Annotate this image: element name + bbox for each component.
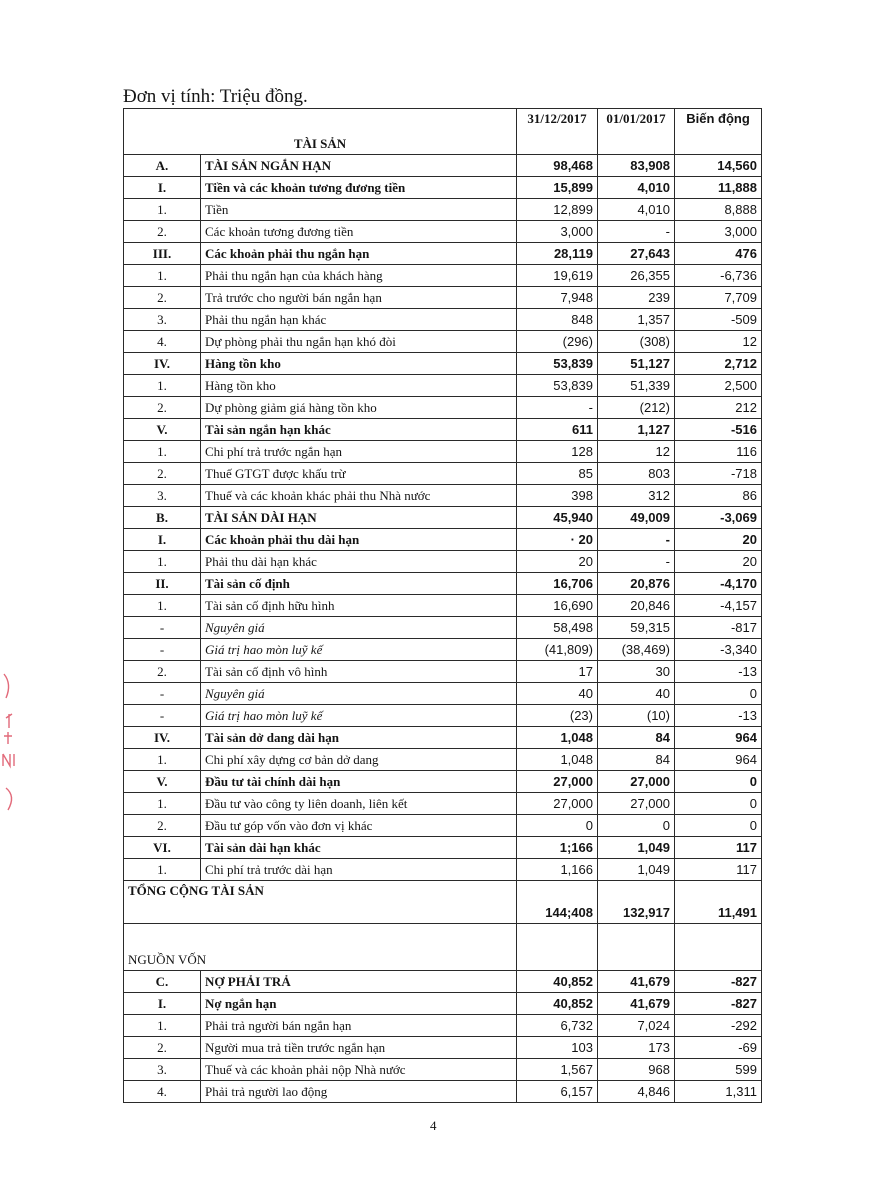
value-change: -817 <box>675 617 762 639</box>
table-row <box>124 595 762 617</box>
row-name: Thuế GTGT được khấu trừ <box>201 463 517 485</box>
row-code: I. <box>124 529 201 551</box>
row-name: Tiền <box>201 199 517 221</box>
table-row <box>124 397 762 419</box>
value-2017-12-31: 27,000 <box>517 793 598 815</box>
value-2017-01-01: 49,009 <box>598 507 675 529</box>
row-name: Phải thu dài hạn khác <box>201 551 517 573</box>
value-change: 0 <box>675 793 762 815</box>
value-2017-01-01: 20,876 <box>598 573 675 595</box>
table-header-row <box>124 109 762 155</box>
value-change: -69 <box>675 1037 762 1059</box>
value-change: -4,157 <box>675 595 762 617</box>
value-2017-01-01: 12 <box>598 441 675 463</box>
row-name: Giá trị hao mòn luỹ kế <box>201 705 517 727</box>
value-2017-01-01: 84 <box>598 727 675 749</box>
row-code: - <box>124 683 201 705</box>
row-code: 1. <box>124 749 201 771</box>
sources-section-row <box>124 924 762 971</box>
value-2017-12-31: 40,852 <box>517 993 598 1015</box>
value-change: 2,712 <box>675 353 762 375</box>
value-change: -13 <box>675 661 762 683</box>
value-2017-12-31: - <box>517 397 598 419</box>
value-2017-12-31: 20 <box>517 551 598 573</box>
row-code: B. <box>124 507 201 529</box>
value-2017-01-01: 59,315 <box>598 617 675 639</box>
value-2017-12-31: 53,839 <box>517 375 598 397</box>
row-code: III. <box>124 243 201 265</box>
row-code: 1. <box>124 551 201 573</box>
row-name: Chi phí trả trước ngắn hạn <box>201 441 517 463</box>
table-row <box>124 971 762 993</box>
row-name: Người mua trả tiền trước ngắn hạn <box>201 1037 517 1059</box>
value-2017-01-01: 27,000 <box>598 793 675 815</box>
row-code: 1. <box>124 595 201 617</box>
value-2017-01-01: 83,908 <box>598 155 675 177</box>
row-code: 1. <box>124 441 201 463</box>
value-change: -292 <box>675 1015 762 1037</box>
row-code: I. <box>124 993 201 1015</box>
row-name: TÀI SẢN DÀI HẠN <box>201 507 517 529</box>
header-col-2017-12-31: 31/12/2017 <box>517 109 598 155</box>
row-code: 4. <box>124 1081 201 1103</box>
value-2017-01-01: 1,127 <box>598 419 675 441</box>
row-code: 1. <box>124 1015 201 1037</box>
total-assets-label: TỔNG CỘNG TÀI SẢN <box>124 881 517 924</box>
table-row <box>124 661 762 683</box>
row-name: TÀI SẢN NGẮN HẠN <box>201 155 517 177</box>
value-change: 117 <box>675 837 762 859</box>
row-name: Tài sản dở dang dài hạn <box>201 727 517 749</box>
value-2017-12-31: (296) <box>517 331 598 353</box>
total-change: 11,491 <box>675 881 762 924</box>
value-2017-12-31: 611 <box>517 419 598 441</box>
row-name: Thuế và các khoản khác phải thu Nhà nước <box>201 485 517 507</box>
value-2017-01-01: 20,846 <box>598 595 675 617</box>
value-2017-12-31: 1,166 <box>517 859 598 881</box>
value-2017-01-01: 41,679 <box>598 993 675 1015</box>
value-change: -3,069 <box>675 507 762 529</box>
value-2017-01-01: 1,357 <box>598 309 675 331</box>
row-name: NỢ PHẢI TRẢ <box>201 971 517 993</box>
row-name: Nguyên giá <box>201 683 517 705</box>
value-2017-01-01: 27,643 <box>598 243 675 265</box>
row-code: C. <box>124 971 201 993</box>
table-row <box>124 441 762 463</box>
stamp-fragment <box>0 670 30 820</box>
value-2017-12-31: 848 <box>517 309 598 331</box>
value-change: -6,736 <box>675 265 762 287</box>
row-name: Đầu tư tài chính dài hạn <box>201 771 517 793</box>
value-2017-01-01: (10) <box>598 705 675 727</box>
value-2017-01-01: 312 <box>598 485 675 507</box>
row-code: 3. <box>124 309 201 331</box>
value-2017-01-01: 51,127 <box>598 353 675 375</box>
value-2017-12-31: 85 <box>517 463 598 485</box>
row-name: Phải thu ngắn hạn của khách hàng <box>201 265 517 287</box>
value-2017-12-31: 128 <box>517 441 598 463</box>
value-2017-12-31: 40 <box>517 683 598 705</box>
row-code: II. <box>124 573 201 595</box>
table-row <box>124 199 762 221</box>
row-name: Chi phí trả trước dài hạn <box>201 859 517 881</box>
value-2017-12-31: 1;166 <box>517 837 598 859</box>
value-2017-01-01: 239 <box>598 287 675 309</box>
value-change: 117 <box>675 859 762 881</box>
value-2017-01-01: 4,010 <box>598 177 675 199</box>
row-code: V. <box>124 419 201 441</box>
value-change: -3,340 <box>675 639 762 661</box>
row-name: Hàng tồn kho <box>201 353 517 375</box>
value-2017-01-01: 173 <box>598 1037 675 1059</box>
value-change: 1,311 <box>675 1081 762 1103</box>
value-2017-12-31: 27,000 <box>517 771 598 793</box>
row-code: IV. <box>124 727 201 749</box>
row-code: VI. <box>124 837 201 859</box>
value-2017-01-01: (212) <box>598 397 675 419</box>
table-row <box>124 1081 762 1103</box>
row-name: Phải thu ngắn hạn khác <box>201 309 517 331</box>
value-2017-12-31: 98,468 <box>517 155 598 177</box>
value-2017-01-01: 1,049 <box>598 837 675 859</box>
table-row <box>124 639 762 661</box>
value-change: 2,500 <box>675 375 762 397</box>
row-code: 4. <box>124 331 201 353</box>
value-change: 11,888 <box>675 177 762 199</box>
value-change: 20 <box>675 551 762 573</box>
table-row <box>124 155 762 177</box>
row-code: 3. <box>124 485 201 507</box>
value-change: -827 <box>675 993 762 1015</box>
row-code: V. <box>124 771 201 793</box>
table-row <box>124 265 762 287</box>
table-row <box>124 331 762 353</box>
value-change: 3,000 <box>675 221 762 243</box>
row-name: Nợ ngắn hạn <box>201 993 517 1015</box>
value-2017-12-31: 103 <box>517 1037 598 1059</box>
value-2017-12-31: 1,048 <box>517 749 598 771</box>
value-2017-12-31: (41,809) <box>517 639 598 661</box>
value-2017-12-31: 17 <box>517 661 598 683</box>
sources-title: NGUỒN VỐN <box>124 924 517 971</box>
table-row <box>124 507 762 529</box>
row-name: Trả trước cho người bán ngắn hạn <box>201 287 517 309</box>
value-2017-01-01: 41,679 <box>598 971 675 993</box>
table-row <box>124 177 762 199</box>
value-change: 12 <box>675 331 762 353</box>
row-code: A. <box>124 155 201 177</box>
value-change: -13 <box>675 705 762 727</box>
row-code: 1. <box>124 375 201 397</box>
value-2017-01-01: 0 <box>598 815 675 837</box>
value-change: 20 <box>675 529 762 551</box>
table-row <box>124 705 762 727</box>
header-col-change: Biến động <box>675 109 762 155</box>
value-2017-12-31: 398 <box>517 485 598 507</box>
balance-sheet-table <box>123 108 762 1103</box>
value-2017-01-01: 51,339 <box>598 375 675 397</box>
value-change: -509 <box>675 309 762 331</box>
value-2017-01-01: - <box>598 529 675 551</box>
value-2017-12-31: 45,940 <box>517 507 598 529</box>
value-2017-01-01: (38,469) <box>598 639 675 661</box>
value-2017-01-01: 26,355 <box>598 265 675 287</box>
row-name: Tài sản cố định <box>201 573 517 595</box>
row-code: - <box>124 705 201 727</box>
header-col-2017-01-01: 01/01/2017 <box>598 109 675 155</box>
value-2017-12-31: (23) <box>517 705 598 727</box>
row-code: 1. <box>124 859 201 881</box>
value-2017-01-01: 40 <box>598 683 675 705</box>
row-name: Nguyên giá <box>201 617 517 639</box>
row-name: Tài sản ngắn hạn khác <box>201 419 517 441</box>
table-row <box>124 243 762 265</box>
value-change: 212 <box>675 397 762 419</box>
value-change: 7,709 <box>675 287 762 309</box>
row-name: Thuế và các khoản phải nộp Nhà nước <box>201 1059 517 1081</box>
row-name: Chi phí xây dựng cơ bản dở dang <box>201 749 517 771</box>
value-2017-12-31: 1,567 <box>517 1059 598 1081</box>
value-2017-12-31: 3,000 <box>517 221 598 243</box>
value-2017-12-31: 16,706 <box>517 573 598 595</box>
table-row <box>124 859 762 881</box>
value-2017-01-01: 7,024 <box>598 1015 675 1037</box>
row-code: 1. <box>124 793 201 815</box>
value-2017-01-01: 30 <box>598 661 675 683</box>
value-2017-12-31: 6,157 <box>517 1081 598 1103</box>
total-2017-12-31: 144;408 <box>517 881 598 924</box>
value-2017-01-01: - <box>598 551 675 573</box>
row-name: Đầu tư vào công ty liên doanh, liên kết <box>201 793 517 815</box>
value-2017-12-31: · 20 <box>517 529 598 551</box>
table-row <box>124 683 762 705</box>
value-2017-01-01: 4,010 <box>598 199 675 221</box>
row-code: 2. <box>124 397 201 419</box>
value-change: 599 <box>675 1059 762 1081</box>
table-row <box>124 375 762 397</box>
row-code: I. <box>124 177 201 199</box>
value-change: -827 <box>675 971 762 993</box>
value-2017-12-31: 12,899 <box>517 199 598 221</box>
table-row <box>124 529 762 551</box>
header-title: TÀI SẢN <box>124 109 517 155</box>
table-row <box>124 419 762 441</box>
row-name: Các khoản tương đương tiền <box>201 221 517 243</box>
value-2017-12-31: 15,899 <box>517 177 598 199</box>
table-row <box>124 815 762 837</box>
row-name: Tài sản cố định hữu hình <box>201 595 517 617</box>
empty-cell <box>675 924 762 971</box>
value-change: 0 <box>675 815 762 837</box>
value-change: 476 <box>675 243 762 265</box>
table-row <box>124 309 762 331</box>
table-row <box>124 287 762 309</box>
value-change: 0 <box>675 683 762 705</box>
table-row <box>124 727 762 749</box>
row-name: Dự phòng giảm giá hàng tồn kho <box>201 397 517 419</box>
value-2017-01-01: - <box>598 221 675 243</box>
row-name: Tiền và các khoản tương đương tiền <box>201 177 517 199</box>
value-2017-12-31: 6,732 <box>517 1015 598 1037</box>
value-2017-12-31: 40,852 <box>517 971 598 993</box>
table-row <box>124 837 762 859</box>
table-row <box>124 485 762 507</box>
table-row <box>124 573 762 595</box>
value-2017-12-31: 0 <box>517 815 598 837</box>
value-2017-01-01: 803 <box>598 463 675 485</box>
table-row <box>124 993 762 1015</box>
row-code: 2. <box>124 1037 201 1059</box>
row-name: Phải trả người bán ngắn hạn <box>201 1015 517 1037</box>
value-change: 8,888 <box>675 199 762 221</box>
value-2017-01-01: 27,000 <box>598 771 675 793</box>
value-2017-12-31: 58,498 <box>517 617 598 639</box>
table-row <box>124 221 762 243</box>
row-name: Tài sản cố định vô hình <box>201 661 517 683</box>
row-code: 2. <box>124 221 201 243</box>
row-name: Dự phòng phải thu ngắn hạn khó đòi <box>201 331 517 353</box>
row-code: 2. <box>124 463 201 485</box>
row-name: Đầu tư góp vốn vào đơn vị khác <box>201 815 517 837</box>
table-row <box>124 1059 762 1081</box>
value-2017-12-31: 16,690 <box>517 595 598 617</box>
row-code: 1. <box>124 265 201 287</box>
table-row <box>124 793 762 815</box>
row-name: Giá trị hao mòn luỹ kế <box>201 639 517 661</box>
value-2017-12-31: 28,119 <box>517 243 598 265</box>
table-row <box>124 463 762 485</box>
row-code: 2. <box>124 815 201 837</box>
empty-cell <box>598 924 675 971</box>
row-code: - <box>124 639 201 661</box>
value-change: 0 <box>675 771 762 793</box>
row-code: - <box>124 617 201 639</box>
row-name: Hàng tồn kho <box>201 375 517 397</box>
value-2017-01-01: 1,049 <box>598 859 675 881</box>
table-row <box>124 1015 762 1037</box>
value-change: -4,170 <box>675 573 762 595</box>
value-2017-12-31: 53,839 <box>517 353 598 375</box>
value-2017-01-01: 968 <box>598 1059 675 1081</box>
table-row <box>124 353 762 375</box>
value-change: 86 <box>675 485 762 507</box>
value-2017-12-31: 7,948 <box>517 287 598 309</box>
table-row <box>124 617 762 639</box>
value-change: -516 <box>675 419 762 441</box>
value-2017-12-31: 19,619 <box>517 265 598 287</box>
value-change: -718 <box>675 463 762 485</box>
row-name: Phải trả người lao động <box>201 1081 517 1103</box>
table-row <box>124 1037 762 1059</box>
row-code: 2. <box>124 661 201 683</box>
value-2017-12-31: 1,048 <box>517 727 598 749</box>
unit-label: Đơn vị tính: Triệu đồng. <box>123 86 308 107</box>
row-code: 2. <box>124 287 201 309</box>
table-row <box>124 771 762 793</box>
total-2017-01-01: 132,917 <box>598 881 675 924</box>
row-name: Các khoản phải thu ngắn hạn <box>201 243 517 265</box>
table-row <box>124 551 762 573</box>
row-code: IV. <box>124 353 201 375</box>
value-change: 116 <box>675 441 762 463</box>
row-code: 1. <box>124 199 201 221</box>
value-change: 14,560 <box>675 155 762 177</box>
total-assets-row <box>124 881 762 924</box>
empty-cell <box>517 924 598 971</box>
value-change: 964 <box>675 749 762 771</box>
row-name: Tài sản dài hạn khác <box>201 837 517 859</box>
row-code: 3. <box>124 1059 201 1081</box>
value-2017-01-01: 84 <box>598 749 675 771</box>
value-2017-01-01: 4,846 <box>598 1081 675 1103</box>
page-number: 4 <box>430 1118 437 1133</box>
row-name: Các khoản phải thu dài hạn <box>201 529 517 551</box>
table-row <box>124 749 762 771</box>
value-2017-01-01: (308) <box>598 331 675 353</box>
value-change: 964 <box>675 727 762 749</box>
